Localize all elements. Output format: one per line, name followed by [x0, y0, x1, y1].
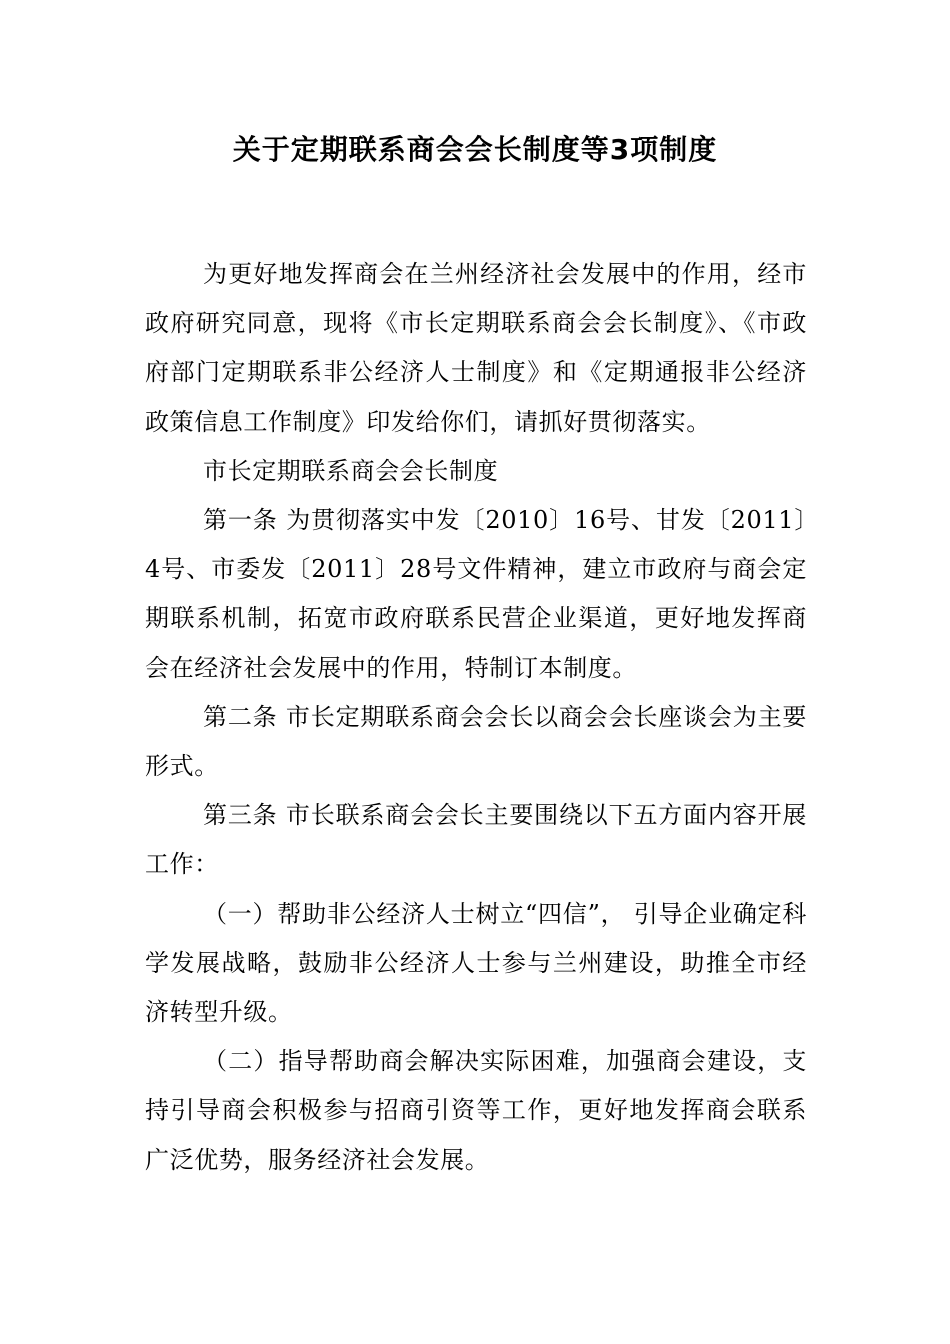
- document-title: 关于定期联系商会会长制度等3项制度: [232, 133, 718, 166]
- paragraph-intro: 为更好地发挥商会在兰州经济社会发展中的作用，经市政府研究同意，现将《市长定期联系商会会长制度》、《市政府部门定期联系非公经济人士制度》和《定期通报非公经济政策信息工作制度》印发给你们，请抓好贯彻落实。: [145, 260, 807, 436]
- paragraph-article-3: 第三条 市长联系商会会长主要围绕以下五方面内容开展工作：: [145, 801, 807, 879]
- document-body: [145, 250, 807, 1185]
- paragraph-article-2: 第二条 市长定期联系商会会长以商会会长座谈会为主要形式。: [145, 702, 807, 781]
- paragraph-article-1: 第一条 为贯彻落实中发〔2010〕16号、甘发〔2011〕4号、市委发〔2011〕28号文件精神，建立市政府与商会定期联系机制，拓宽市政府联系民营企业渠道，更好地发挥商会在经济社会发展中的作用，特制订本制度。: [145, 506, 807, 682]
- paragraph-item-1: （一）帮助非公经济人士树立“四信”， 引导企业确定科学发展战略，鼓励非公经济人士参与兰州建设，助推全市经济转型升级。: [145, 899, 807, 1027]
- paragraph-item-2: （二）指导帮助商会解决实际困难，加强商会建设，支持引导商会积极参与招商引资等工作，更好地发挥商会联系广泛优势，服务经济社会发展。: [145, 1047, 807, 1174]
- paragraph-section-heading: 市长定期联系商会会长制度: [203, 456, 499, 485]
